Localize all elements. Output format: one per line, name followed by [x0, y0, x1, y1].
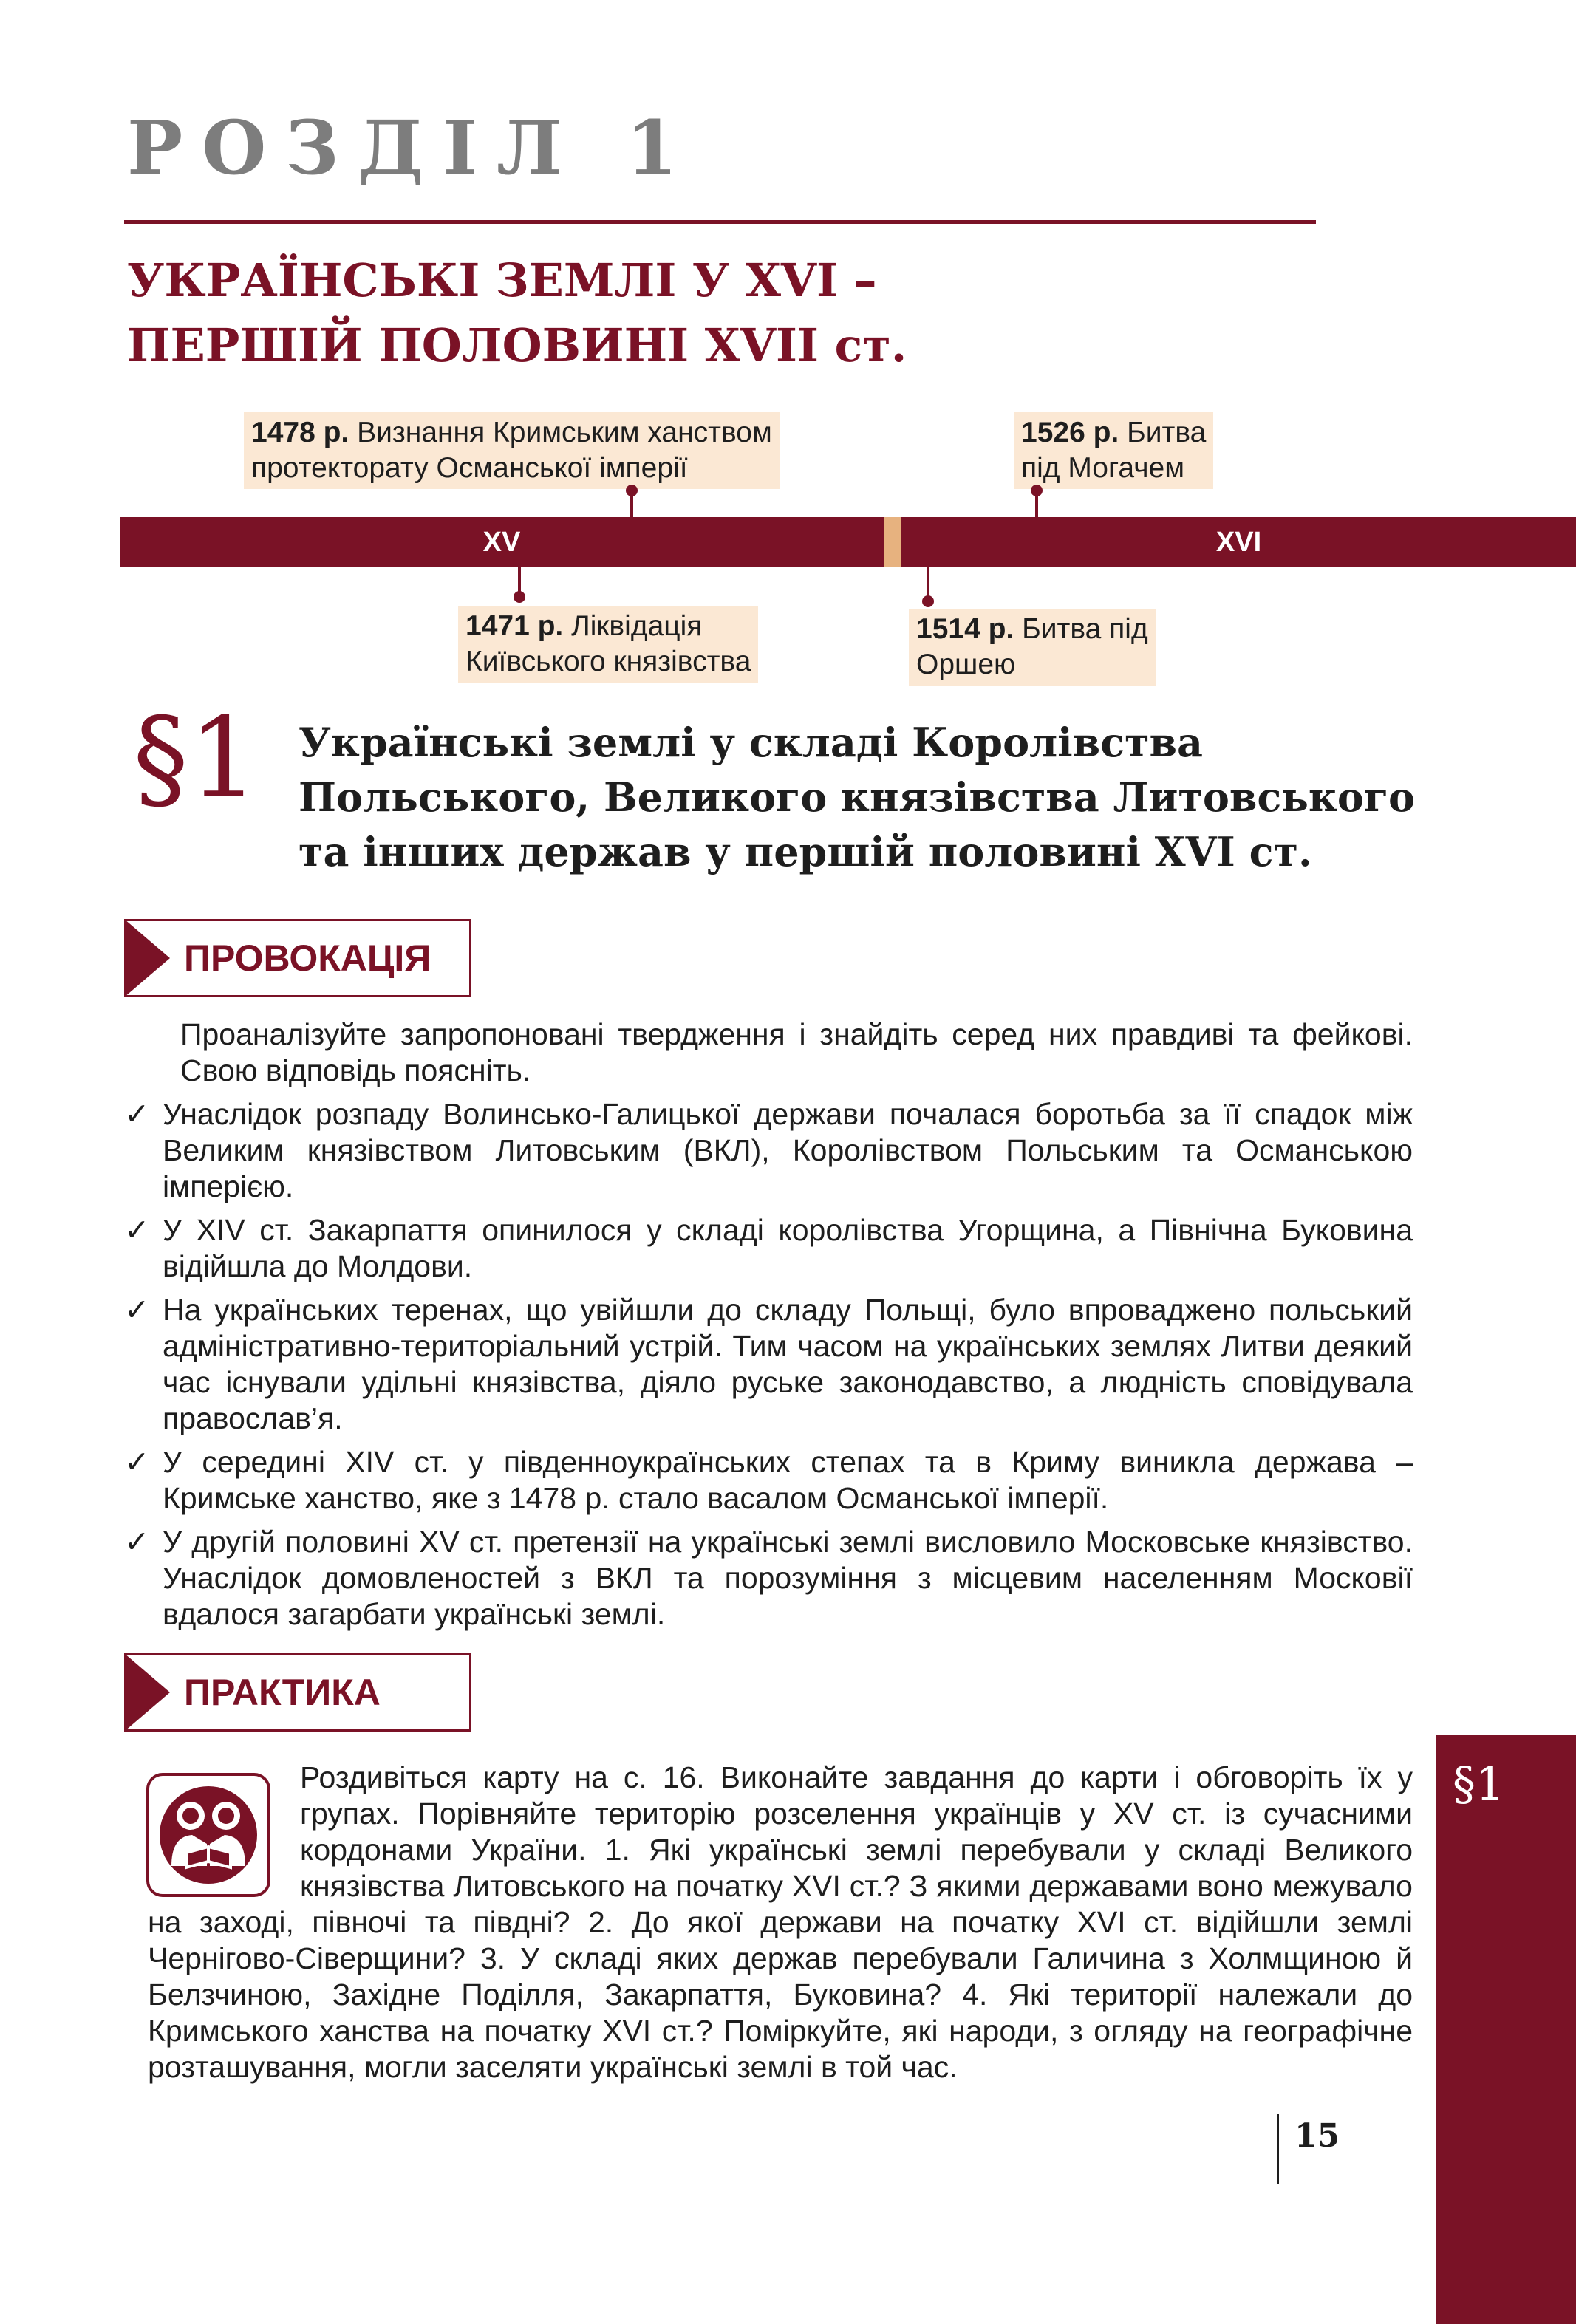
- practice-label-text: ПРАКТИКА: [184, 1672, 381, 1713]
- section-side-tab: [1436, 1735, 1576, 2324]
- provocation-label-text: ПРОВОКАЦІЯ: [184, 937, 431, 979]
- statement-text: На українських теренах, що увійшли до складу Польщі, було впроваджено польський адміністративно-територіальний устрій. Тим часом на українських землях Литви деякий час існували удільні князівства, діяло руське законодавство, а людність сповідувала православ’я.: [163, 1293, 1413, 1435]
- event-text: під Могачем: [1021, 452, 1185, 484]
- section-title-line: та інших держав у першій половині XVI ст.: [299, 828, 1312, 875]
- chapter-title-line: ПЕРШІЙ ПОЛОВИНІ XVII ст.: [127, 318, 907, 372]
- event-year: 1526 р.: [1021, 417, 1119, 448]
- check-icon: ✓: [124, 1097, 150, 1131]
- timeline-event-1471: [458, 606, 758, 683]
- timeline-marker: [626, 485, 638, 496]
- timeline-event-1478: [244, 412, 780, 489]
- arrow-icon: [124, 1653, 170, 1732]
- section-title-line: Польського, Великого князівства Литовського: [299, 773, 1416, 821]
- statement-item: [124, 1292, 1413, 1437]
- statement-text: У XIV ст. Закарпаття опинилося у складі королівства Угорщина, а Північна Буковина відійшла до Молдови.: [163, 1213, 1413, 1283]
- statement-item: [124, 1212, 1413, 1285]
- check-icon: ✓: [124, 1445, 150, 1479]
- timeline-marker: [1031, 485, 1043, 496]
- statement-list: [124, 1096, 1413, 1640]
- event-text: протекторату Османської імперії: [251, 452, 688, 484]
- provocation-label: [124, 919, 471, 997]
- page-number-rule: [1277, 2114, 1279, 2184]
- side-tab-label: §1: [1453, 1757, 1505, 1811]
- arrow-icon: [124, 919, 170, 997]
- timeline-century-xv: XV: [120, 517, 884, 567]
- section-sign: §: [133, 694, 188, 823]
- event-year: 1478 р.: [251, 417, 349, 448]
- event-year: 1514 р.: [916, 613, 1014, 645]
- timeline-century-xvi: XVI: [901, 517, 1576, 567]
- statement-text: У середині XIV ст. у південноукраїнських степах та в Криму виникла держава – Кримське ханство, яке з 1478 р. стало васалом Османської імперії.: [163, 1445, 1413, 1515]
- section-title: [299, 715, 1422, 879]
- chapter-divider: [124, 220, 1316, 224]
- statement-item: [124, 1524, 1413, 1633]
- timeline-event-1526: [1014, 412, 1213, 489]
- event-text: Оршею: [916, 649, 1016, 680]
- statement-text: Унаслідок розпаду Волинсько-Галицької держави почалася боротьба за її спадок між Великим князівством Литовським (ВКЛ), Королівством Польським та Османською імперією.: [163, 1097, 1413, 1203]
- provocation-intro: Проаналізуйте запропоновані твердження і знайдіть серед них правдиві та фейкові. Свою відповідь поясніть.: [180, 1017, 1413, 1087]
- practice-label: [124, 1653, 471, 1732]
- section-title-line: Українські землі у складі Королівства: [299, 719, 1204, 766]
- section-number: [133, 694, 259, 823]
- chapter-title: [127, 248, 1161, 378]
- event-text: Визнання Кримським ханством: [357, 417, 772, 448]
- check-icon: ✓: [124, 1525, 150, 1559]
- statement-text: У другій половині XV ст. претензії на українські землі висловило Московське князівство. Унаслідок домовленостей з ВКЛ та порозуміння з місцевим населенням Московії вдалося загарбати українські землі.: [163, 1525, 1413, 1631]
- timeline-marker: [514, 591, 525, 603]
- check-icon: ✓: [124, 1213, 150, 1247]
- practice-text: Роздивіться карту на с. 16. Виконайте завдання до карти і обговоріть їх у групах. Порівняйте територію розселення українців у XV ст. із сучасними кордонами України. 1. Які українські землі перебували у складі Великого князівства Литовського на початку XVI ст.? З якими державами воно межувало на заході, півночі та півдні? 2. До якої держави на початку XVI ст. відійшли землі Чернігово-Сіверщини? 3. У складі яких держав перебували Галичина з Холмщиною й Белзчиною, Західне Поділля, Закарпаття, Буковина? 4. Які території належали до Кримського ханства на початку XVI ст.? Поміркуйте, які народи, з огляду на географічне розташування, могли заселяти українські землі в той час.: [148, 1760, 1413, 2084]
- event-text: Ліквідація: [571, 610, 703, 642]
- statement-item: [124, 1096, 1413, 1205]
- chapter-heading: РОЗДІЛ 1: [127, 104, 697, 191]
- check-icon: ✓: [124, 1293, 150, 1327]
- practice-task: [148, 1760, 1413, 2085]
- event-year: 1471 р.: [465, 610, 564, 642]
- timeline-event-1514: [909, 609, 1156, 686]
- timeline-marker: [922, 595, 934, 607]
- event-text: Київського князівства: [465, 646, 751, 677]
- section-digit: 1: [188, 694, 259, 823]
- timeline-divider: [884, 517, 901, 567]
- page-number: 15: [1294, 2117, 1340, 2155]
- statement-item: [124, 1444, 1413, 1517]
- event-text: Битва під: [1022, 613, 1148, 645]
- chapter-title-line: УКРАЇНСЬКІ ЗЕМЛІ У XVI –: [127, 253, 877, 307]
- event-text: Битва: [1127, 417, 1207, 448]
